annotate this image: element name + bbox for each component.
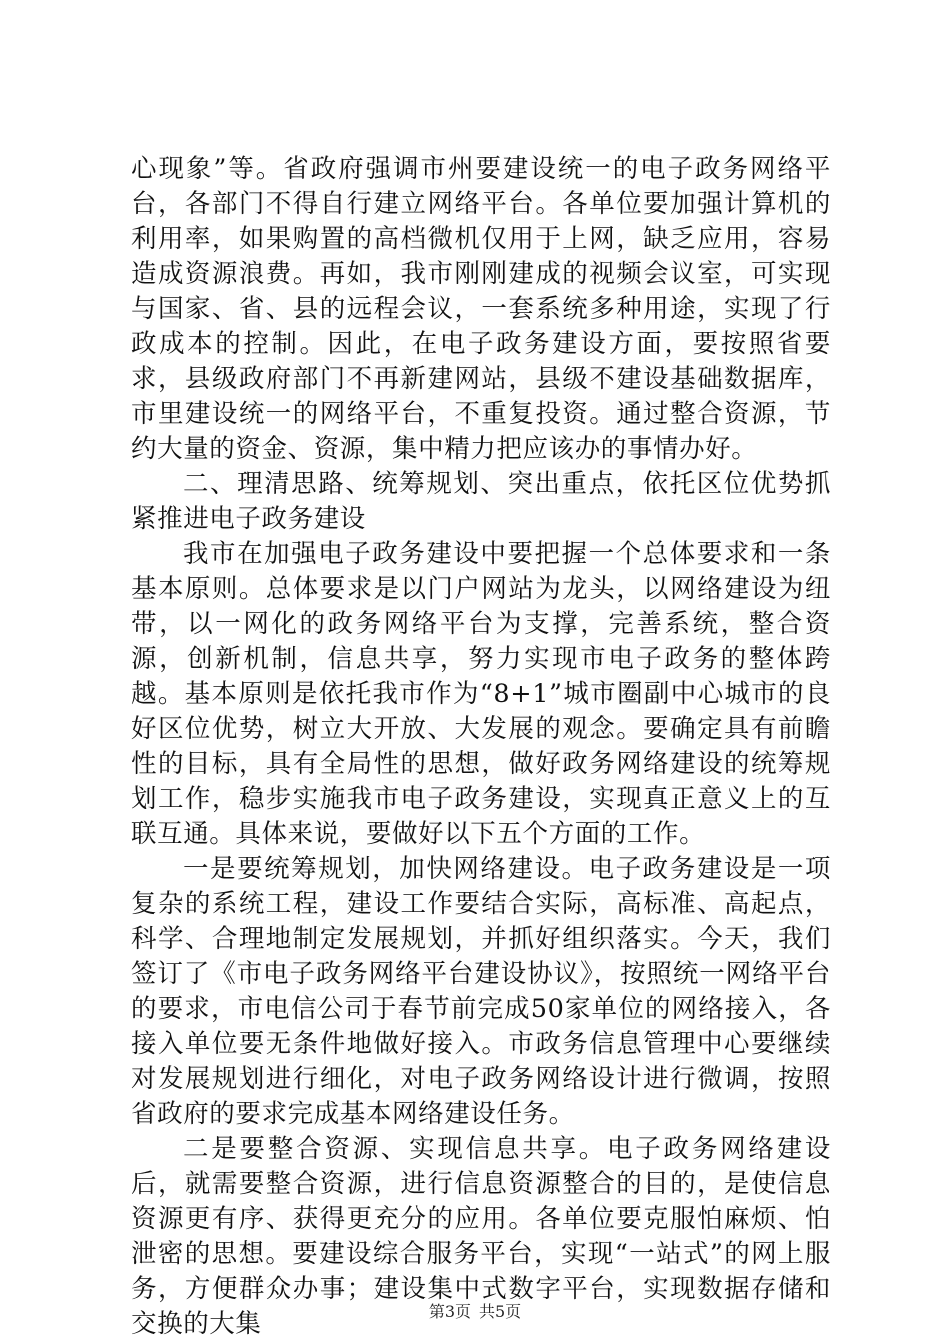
document-body [131,152,831,1342]
page-number: 第3页 [428,1302,471,1321]
page-total: 共5页 [479,1302,522,1321]
page-footer [0,1302,950,1322]
section-heading: 二、理清思路、统筹规划、突出重点，依托区位优势抓紧推进电子政务建设 [131,469,831,534]
paragraph-continuation: 心现象”等。省政府强调市州要建设统一的电子政务网络平台，各部门不得自行建立网络平台。各单位要加强计算机的利用率，如果购置的高档微机仅用于上网，缺乏应用，容易造成资源浪费。再如，我市刚刚建成的视频会议室，可实现与国家、省、县的远程会议，一套系统多种用途，实现了行政成本的控制。因此，在电子政务建设方面，要按照省要求，县级政府部门不再新建网站，县级不建设基础数据库，市里建设统一的网络平台，不重复投资。通过整合资源，节约大量的资金、资源，集中精力把应该办的事情办好。 [131,154,831,464]
paragraph-resources: 二是要整合资源、实现信息共享。电子政务网络建设后，就需要整合资源，进行信息资源整合的目的，是使信息资源更有序、获得更充分的应用。各单位要克服怕麻烦、怕泄密的思想。要建设综合服务平台，实现“一站式”的网上服务，方便群众办事；建设集中式数字平台，实现数据存储和交换的大集 [131,1134,831,1339]
paragraph-principles: 我市在加强电子政务建设中要把握一个总体要求和一条基本原则。总体要求是以门户网站为龙头，以网络建设为纽带，以一网化的政务网络平台为支撑，完善系统，整合资源，创新机制，信息共享，努力实现市电子政务的整体跨越。基本原则是依托我市作为“8+1”城市圈副中心城市的良好区位优势，树立大开放、大发展的观念。要确定具有前瞻性的目标，具有全局性的思想，做好政务网络建设的统筹规划工作，稳步实施我市电子政务建设，实现真正意义上的互联互通。具体来说，要做好以下五个方面的工作。 [131,539,831,849]
paragraph-planning: 一是要统筹规划，加快网络建设。电子政务建设是一项复杂的系统工程，建设工作要结合实际，高标准、高起点，科学、合理地制定发展规划，并抓好组织落实。今天，我们签订了《市电子政务网络平台建设协议》，按照统一网络平台的要求，市电信公司于春节前完成50家单位的网络接入，各接入单位要无条件地做好接入。市政务信息管理中心要继续对发展规划进行细化，对电子政务网络设计进行微调，按照省政府的要求完成基本网络建设任务。 [131,854,831,1129]
